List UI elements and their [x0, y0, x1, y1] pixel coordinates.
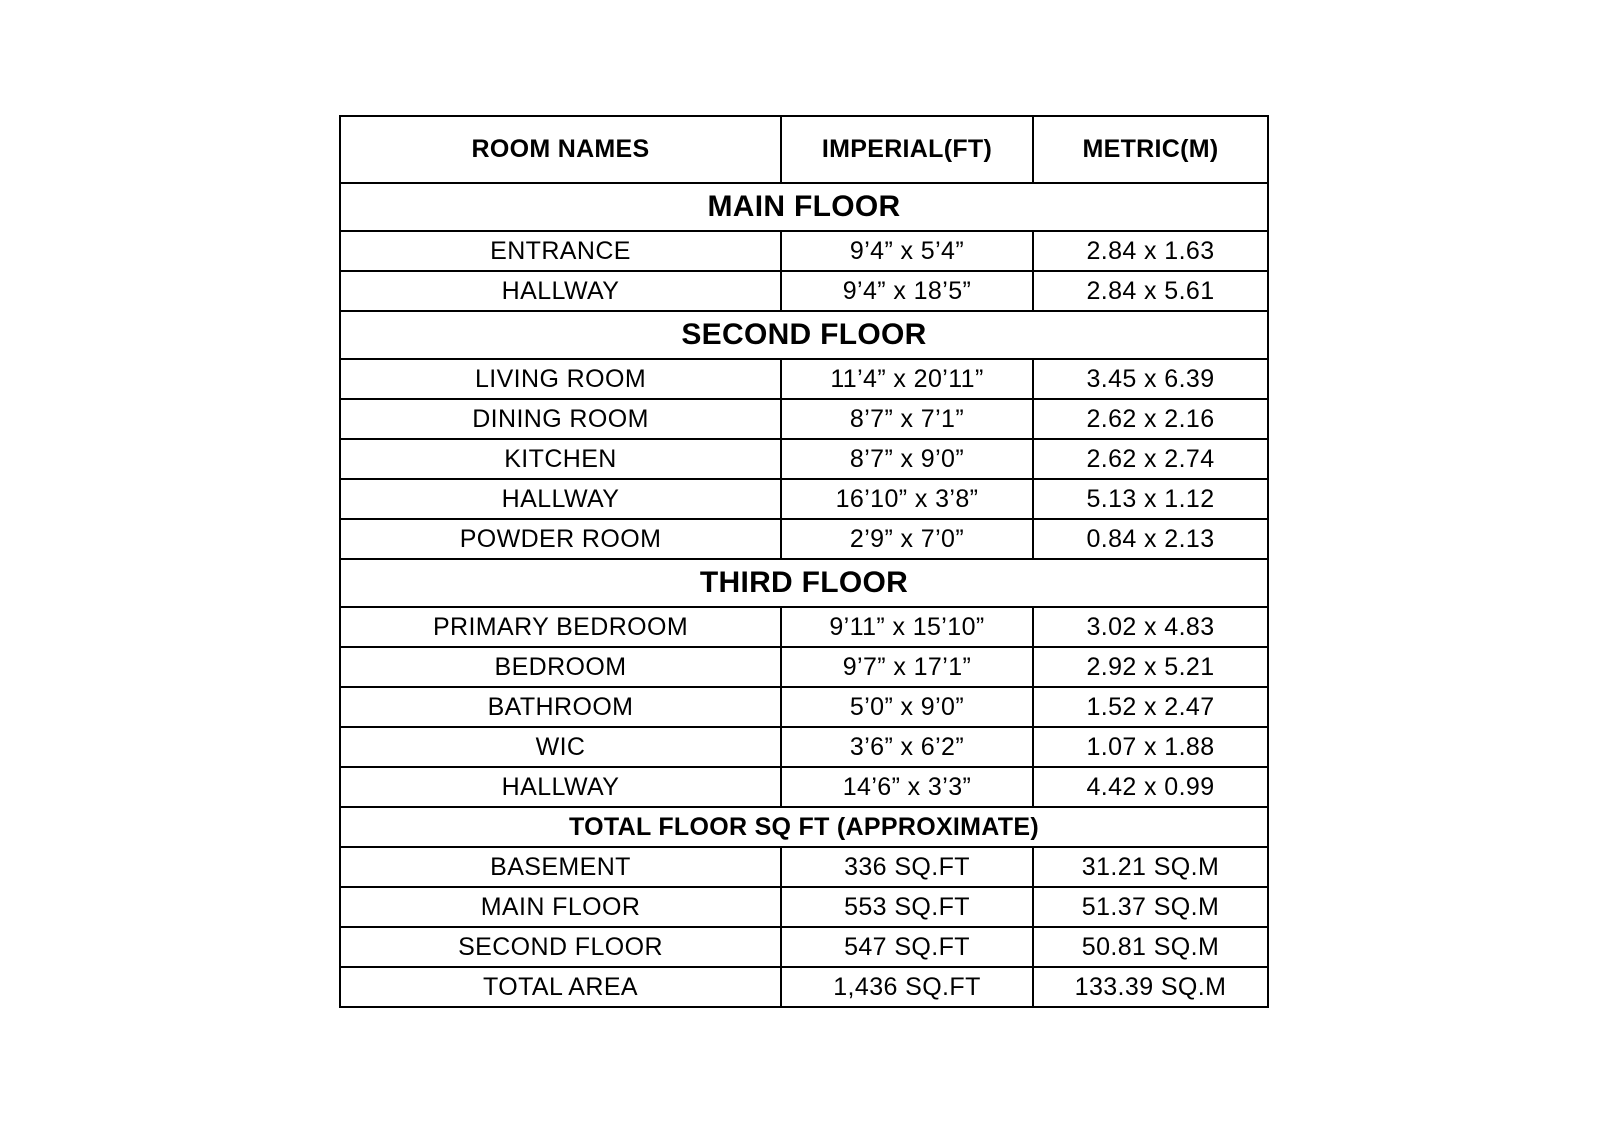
room-dimensions-sheet: [339, 115, 1267, 1008]
section-title: TOTAL FLOOR SQ FT (APPROXIMATE): [340, 807, 1268, 847]
room-name: HALLWAY: [340, 271, 781, 311]
room-imperial: 8’7” x 7’1”: [781, 399, 1033, 439]
area-name: TOTAL AREA: [340, 967, 781, 1007]
area-imperial: 336 SQ.FT: [781, 847, 1033, 887]
table-row: [340, 607, 1268, 647]
room-name: KITCHEN: [340, 439, 781, 479]
room-imperial: 9’11” x 15’10”: [781, 607, 1033, 647]
room-name: BATHROOM: [340, 687, 781, 727]
section-title: THIRD FLOOR: [340, 559, 1268, 607]
room-imperial: 9’7” x 17’1”: [781, 647, 1033, 687]
table-row: [340, 967, 1268, 1007]
room-dimensions-table: [339, 115, 1269, 1008]
room-imperial: 2’9” x 7’0”: [781, 519, 1033, 559]
table-header-row: [340, 116, 1268, 183]
table-row: [340, 887, 1268, 927]
room-metric: 3.02 x 4.83: [1033, 607, 1268, 647]
header-room-names: ROOM NAMES: [340, 116, 781, 183]
table-row: [340, 439, 1268, 479]
table-row: [340, 847, 1268, 887]
room-name: POWDER ROOM: [340, 519, 781, 559]
table-row: [340, 231, 1268, 271]
section-third-floor: [340, 559, 1268, 607]
room-metric: 3.45 x 6.39: [1033, 359, 1268, 399]
room-imperial: 9’4” x 5’4”: [781, 231, 1033, 271]
area-imperial: 1,436 SQ.FT: [781, 967, 1033, 1007]
room-metric: 0.84 x 2.13: [1033, 519, 1268, 559]
section-second-floor: [340, 311, 1268, 359]
room-metric: 1.52 x 2.47: [1033, 687, 1268, 727]
table-row: [340, 687, 1268, 727]
room-imperial: 9’4” x 18’5”: [781, 271, 1033, 311]
room-name: LIVING ROOM: [340, 359, 781, 399]
room-name: HALLWAY: [340, 479, 781, 519]
room-imperial: 3’6” x 6’2”: [781, 727, 1033, 767]
room-metric: 4.42 x 0.99: [1033, 767, 1268, 807]
header-metric: METRIC(M): [1033, 116, 1268, 183]
table-row: [340, 479, 1268, 519]
room-imperial: 11’4” x 20’11”: [781, 359, 1033, 399]
table-row: [340, 271, 1268, 311]
section-title: MAIN FLOOR: [340, 183, 1268, 231]
room-metric: 2.62 x 2.16: [1033, 399, 1268, 439]
room-imperial: 16’10” x 3’8”: [781, 479, 1033, 519]
room-name: BEDROOM: [340, 647, 781, 687]
area-name: MAIN FLOOR: [340, 887, 781, 927]
room-name: WIC: [340, 727, 781, 767]
room-name: ENTRANCE: [340, 231, 781, 271]
table-row: [340, 727, 1268, 767]
area-metric: 51.37 SQ.M: [1033, 887, 1268, 927]
area-name: SECOND FLOOR: [340, 927, 781, 967]
room-imperial: 14’6” x 3’3”: [781, 767, 1033, 807]
area-imperial: 547 SQ.FT: [781, 927, 1033, 967]
table-row: [340, 647, 1268, 687]
room-metric: 1.07 x 1.88: [1033, 727, 1268, 767]
header-imperial: IMPERIAL(FT): [781, 116, 1033, 183]
room-name: PRIMARY BEDROOM: [340, 607, 781, 647]
area-imperial: 553 SQ.FT: [781, 887, 1033, 927]
room-metric: 5.13 x 1.12: [1033, 479, 1268, 519]
room-metric: 2.62 x 2.74: [1033, 439, 1268, 479]
room-imperial: 5’0” x 9’0”: [781, 687, 1033, 727]
table-row: [340, 359, 1268, 399]
table-row: [340, 519, 1268, 559]
table-row: [340, 927, 1268, 967]
section-title: SECOND FLOOR: [340, 311, 1268, 359]
room-name: HALLWAY: [340, 767, 781, 807]
table-row: [340, 399, 1268, 439]
room-metric: 2.92 x 5.21: [1033, 647, 1268, 687]
table-row: [340, 767, 1268, 807]
area-metric: 50.81 SQ.M: [1033, 927, 1268, 967]
room-imperial: 8’7” x 9’0”: [781, 439, 1033, 479]
area-metric: 31.21 SQ.M: [1033, 847, 1268, 887]
room-name: DINING ROOM: [340, 399, 781, 439]
section-total-floor-sq-ft: [340, 807, 1268, 847]
area-name: BASEMENT: [340, 847, 781, 887]
room-metric: 2.84 x 5.61: [1033, 271, 1268, 311]
area-metric: 133.39 SQ.M: [1033, 967, 1268, 1007]
section-main-floor: [340, 183, 1268, 231]
room-metric: 2.84 x 1.63: [1033, 231, 1268, 271]
